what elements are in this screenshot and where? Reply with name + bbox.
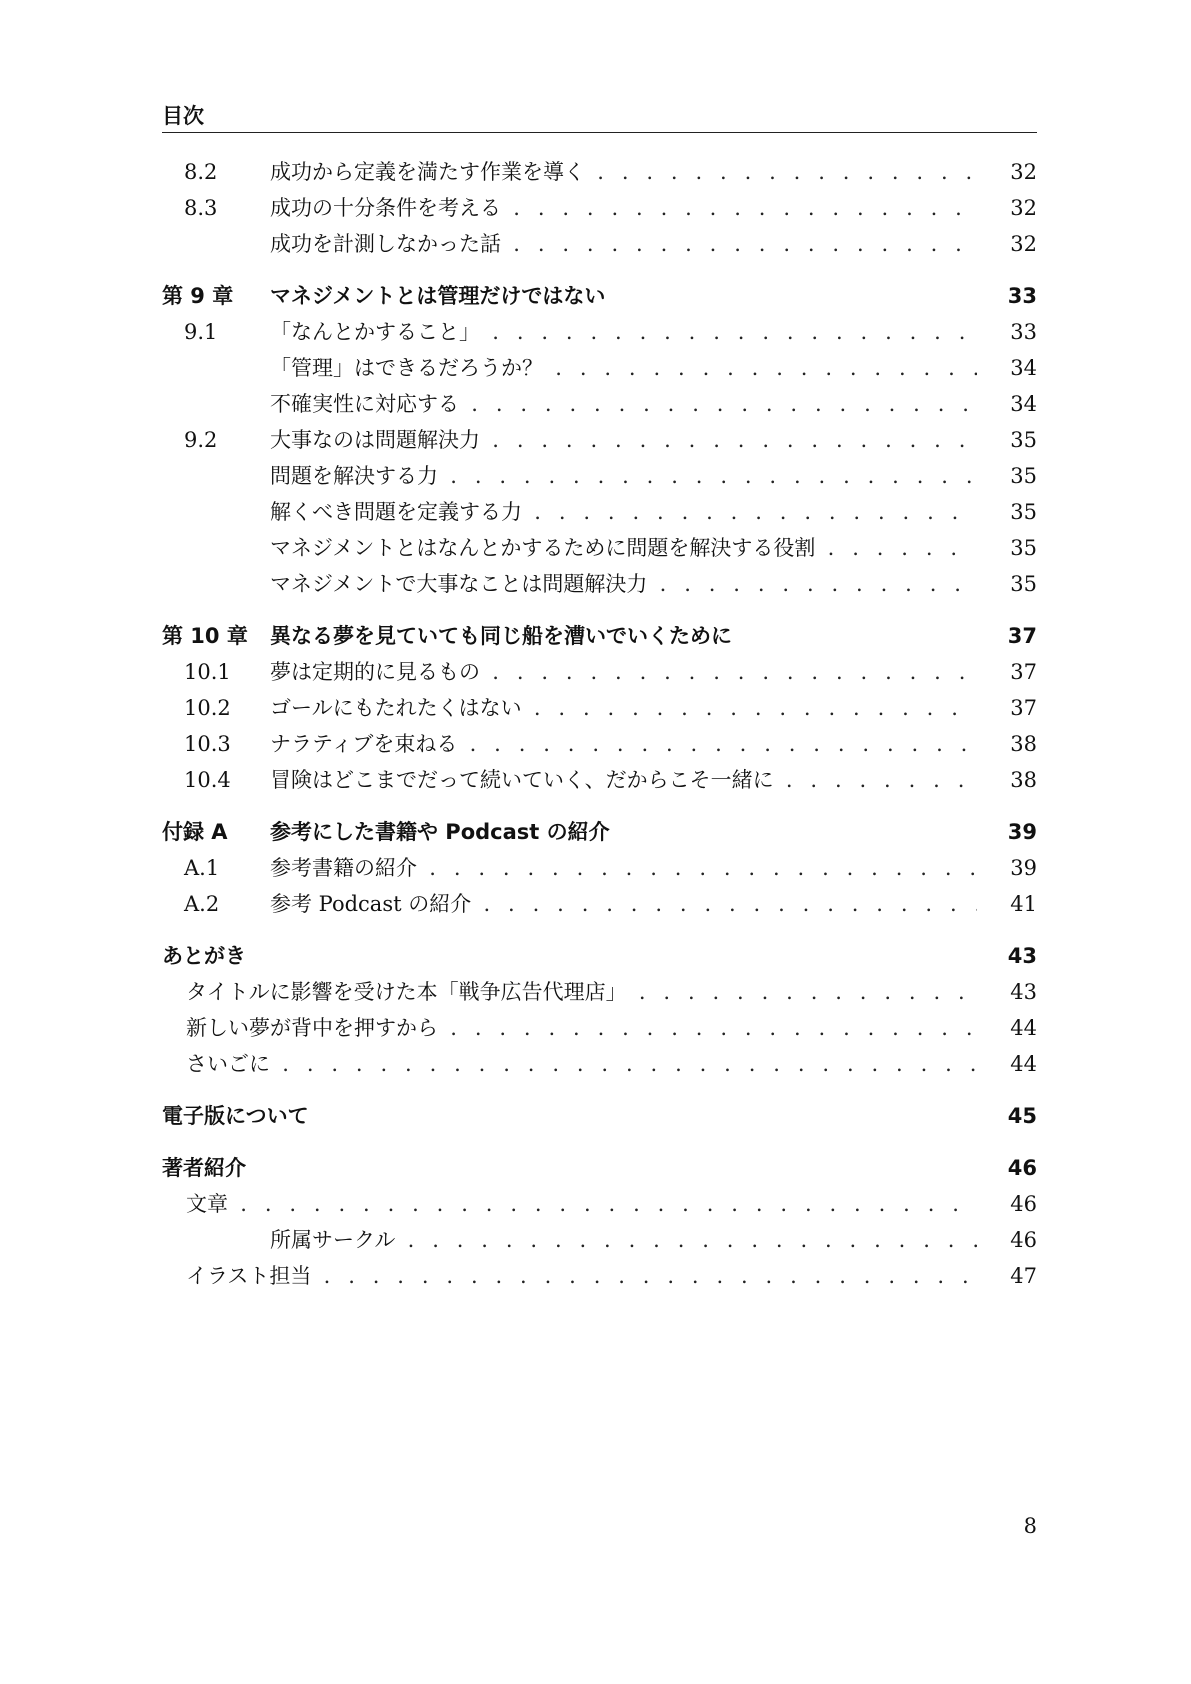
toc-page-number: 39 (1010, 856, 1037, 880)
toc-entry[interactable] (162, 886, 1037, 922)
toc-title: さいごに . . . (186, 1046, 977, 1082)
toc-title: 大事なのは問題解決力 . . . (270, 422, 977, 458)
header-title: 目次 (162, 104, 204, 128)
toc-entry[interactable] (162, 386, 1037, 422)
toc-entry[interactable] (162, 726, 1037, 762)
toc-entry[interactable] (162, 1010, 1037, 1046)
toc-number: 10.4 (184, 768, 231, 792)
toc-entry[interactable] (162, 1258, 1037, 1294)
toc-page-number: 34 (1010, 356, 1037, 380)
page-number: 8 (1023, 1514, 1037, 1538)
toc-entry[interactable] (162, 1222, 1037, 1258)
toc-number: 10.3 (184, 732, 231, 756)
toc-number: A.1 (184, 856, 220, 880)
toc-title: 問題を解決する力 . . . (270, 458, 977, 494)
toc-title: 不確実性に対応する . . . (270, 386, 977, 422)
toc-page-number: 46 (1010, 1228, 1037, 1252)
toc-title: マネジメントとはなんとかするために問題を解決する役割 . . . (270, 530, 977, 566)
table-of-contents (162, 154, 1037, 1294)
toc-page-number: 32 (1010, 196, 1037, 220)
toc-page-number: 35 (1010, 428, 1037, 452)
toc-entry[interactable] (162, 974, 1037, 1010)
toc-number: 8.3 (184, 196, 218, 220)
toc-entry[interactable] (162, 762, 1037, 798)
toc-page-number: 35 (1010, 572, 1037, 596)
toc-entry[interactable] (162, 226, 1037, 262)
toc-page-number: 37 (1010, 696, 1037, 720)
toc-title: 文章 . . . (186, 1186, 977, 1222)
toc-chapter[interactable] (162, 1098, 1037, 1134)
toc-entry[interactable] (162, 530, 1037, 566)
toc-page-number: 43 (1007, 944, 1037, 968)
toc-number: 付録 A (162, 820, 228, 844)
toc-page-number: 34 (1010, 392, 1037, 416)
toc-entry[interactable] (162, 690, 1037, 726)
toc-entry[interactable] (162, 350, 1037, 386)
toc-title: 夢は定期的に見るもの . . . (270, 654, 977, 690)
toc-number: 9.2 (184, 428, 218, 452)
toc-title: 参考書籍の紹介 . . . (270, 850, 977, 886)
toc-entry[interactable] (162, 494, 1037, 530)
toc-title: 参考にした書籍や Podcast の紹介 (270, 820, 610, 844)
toc-title: 冒険はどこまでだって続いていく、だからこそ一緒に . . . (270, 762, 977, 798)
toc-page-number: 33 (1010, 320, 1037, 344)
toc-number: A.2 (184, 892, 220, 916)
toc-title: 所属サークル . . . (270, 1222, 977, 1258)
toc-chapter[interactable] (162, 1150, 1037, 1186)
toc-title: マネジメントで大事なことは問題解決力 . . . (270, 566, 977, 602)
toc-title: イラスト担当 . . . (186, 1258, 977, 1294)
toc-chapter[interactable] (162, 618, 1037, 654)
toc-title: 新しい夢が背中を押すから . . . (186, 1010, 977, 1046)
toc-title: ゴールにもたれたくはない . . . (270, 690, 977, 726)
toc-page-number: 46 (1010, 1192, 1037, 1216)
toc-page-number: 37 (1010, 660, 1037, 684)
toc-page-number: 35 (1010, 536, 1037, 560)
toc-entry[interactable] (162, 850, 1037, 886)
toc-page-number: 43 (1010, 980, 1037, 1004)
running-header (162, 100, 1037, 133)
toc-page-number: 39 (1007, 820, 1037, 844)
toc-title: あとがき (162, 944, 246, 968)
toc-chapter[interactable] (162, 814, 1037, 850)
toc-title: 電子版について (162, 1104, 309, 1128)
toc-page-number: 35 (1010, 500, 1037, 524)
toc-number: 第 9 章 (162, 284, 234, 308)
toc-page-number: 47 (1010, 1264, 1037, 1288)
toc-entry[interactable] (162, 422, 1037, 458)
toc-number: 9.1 (184, 320, 218, 344)
toc-page-number: 45 (1007, 1104, 1037, 1128)
toc-title: 著者紹介 (162, 1156, 246, 1180)
toc-entry[interactable] (162, 654, 1037, 690)
toc-title: 異なる夢を見ていても同じ船を漕いでいくために (270, 624, 732, 648)
toc-entry[interactable] (162, 154, 1037, 190)
toc-number: 10.2 (184, 696, 231, 720)
toc-title: マネジメントとは管理だけではない (270, 284, 606, 308)
toc-number: 8.2 (184, 160, 218, 184)
toc-title: 成功から定義を満たす作業を導く . . . (270, 154, 977, 190)
toc-entry[interactable] (162, 1046, 1037, 1082)
toc-entry[interactable] (162, 458, 1037, 494)
toc-title: ナラティブを束ねる . . . (270, 726, 977, 762)
toc-chapter[interactable] (162, 938, 1037, 974)
toc-page-number: 38 (1010, 732, 1037, 756)
toc-title: 解くべき問題を定義する力 . . . (270, 494, 977, 530)
toc-page-number: 44 (1010, 1052, 1037, 1076)
toc-page-number: 44 (1010, 1016, 1037, 1040)
toc-chapter[interactable] (162, 278, 1037, 314)
toc-page-number: 41 (1010, 892, 1037, 916)
toc-page-number: 32 (1010, 160, 1037, 184)
toc-number: 第 10 章 (162, 624, 248, 648)
toc-entry[interactable] (162, 566, 1037, 602)
toc-title: 「管理」はできるだろうか？ . . . (270, 350, 977, 386)
toc-page-number: 38 (1010, 768, 1037, 792)
toc-title: 参考 Podcast の紹介 . . . (270, 886, 977, 922)
toc-page-number: 37 (1007, 624, 1037, 648)
toc-page-number: 32 (1010, 232, 1037, 256)
toc-entry[interactable] (162, 1186, 1037, 1222)
toc-page-number: 46 (1007, 1156, 1037, 1180)
toc-title: 成功の十分条件を考える . . . (270, 190, 977, 226)
toc-page-number: 35 (1010, 464, 1037, 488)
toc-title: 「なんとかすること」 . . . (270, 314, 977, 350)
toc-title: タイトルに影響を受けた本「戦争広告代理店」 . . . (186, 974, 977, 1010)
toc-number: 10.1 (184, 660, 231, 684)
toc-page-number: 33 (1007, 284, 1037, 308)
toc-entry[interactable] (162, 314, 1037, 350)
toc-title: 成功を計測しなかった話 . . . (270, 226, 977, 262)
toc-entry[interactable] (162, 190, 1037, 226)
